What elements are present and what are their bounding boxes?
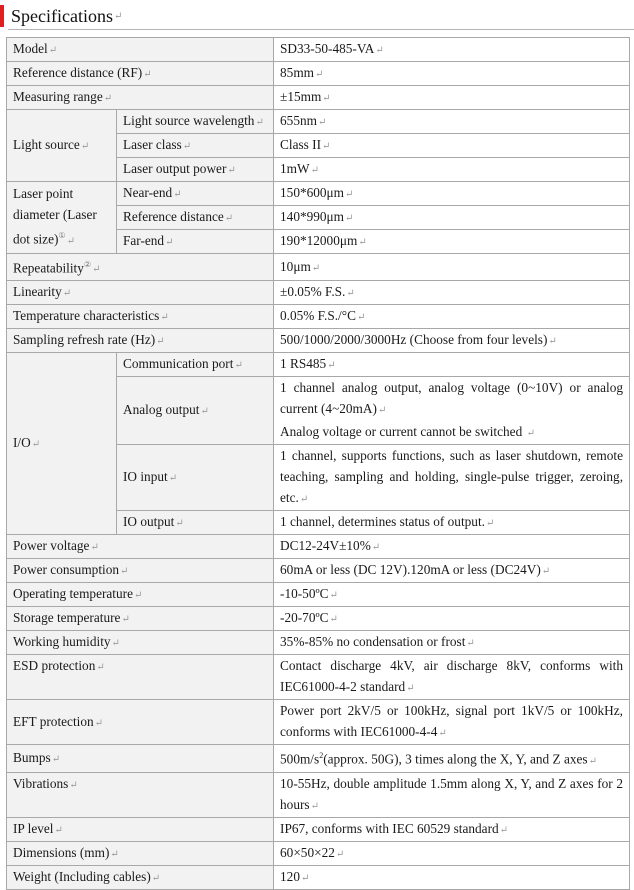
- label-cell: Weight (Including cables)↵: [7, 865, 274, 889]
- table-row: [7, 38, 630, 62]
- label-cell: Vibrations↵: [7, 772, 274, 817]
- table-row: [7, 655, 630, 700]
- table-row: [7, 62, 630, 86]
- label-cell: EFT protection↵: [7, 700, 274, 745]
- table-row: [7, 110, 630, 134]
- label-cell: Sampling refresh rate (Hz)↵: [7, 329, 274, 353]
- sublabel-cell: IO input↵: [117, 445, 274, 511]
- value-cell: 1 RS485↵: [274, 353, 630, 377]
- table-row: [7, 745, 630, 772]
- label-cell: Bumps↵: [7, 745, 274, 772]
- label-cell: Operating temperature↵: [7, 583, 274, 607]
- table-row: [7, 86, 630, 110]
- value-cell: 10μm↵: [274, 254, 630, 281]
- value-cell: Contact discharge 4kV, air discharge 8kV, conforms with IEC61000-4-2 standard↵: [274, 655, 630, 700]
- value-cell: IP67, conforms with IEC 60529 standard↵: [274, 817, 630, 841]
- table-row: [7, 817, 630, 841]
- value-cell: 60mA or less (DC 12V).120mA or less (DC24V)↵: [274, 559, 630, 583]
- section-heading: [0, 4, 122, 28]
- sublabel-cell: Near-end↵: [117, 182, 274, 206]
- label-cell: ESD protection↵: [7, 655, 274, 700]
- value-cell: -20-70ºC↵: [274, 607, 630, 631]
- label-cell: Linearity↵: [7, 281, 274, 305]
- sublabel-cell: IO output↵: [117, 511, 274, 535]
- table-row: [7, 329, 630, 353]
- specifications-table: [6, 37, 630, 890]
- value-cell: DC12-24V±10%↵: [274, 535, 630, 559]
- sublabel-cell: Light source wavelength↵: [117, 110, 274, 134]
- value-cell: $500m/s^2(approx$. 50G), 3 times along the X, Y, and Z axes↵: [274, 745, 630, 772]
- label-cell: Repeatability②↵: [7, 254, 274, 281]
- sublabel-cell: Reference distance↵: [117, 206, 274, 230]
- table-row: [7, 305, 630, 329]
- value-cell: 85mm↵: [274, 62, 630, 86]
- value-cell: 0.05% F.S./°C↵: [274, 305, 630, 329]
- value-cell: Power port 2kV/5 or 100kHz, signal port 1kV/5 or 100kHz, conforms with IEC61000-4-4↵: [274, 700, 630, 745]
- table-row: [7, 772, 630, 817]
- label-cell: IP level↵: [7, 817, 274, 841]
- value-cell: 60×50×22↵: [274, 841, 630, 865]
- sublabel-cell: Communication port↵: [117, 353, 274, 377]
- sublabel-cell: Analog output↵: [117, 377, 274, 445]
- value-cell: -10-50ºC↵: [274, 583, 630, 607]
- table-row: [7, 559, 630, 583]
- table-row: [7, 865, 630, 889]
- value-cell: Class II↵: [274, 134, 630, 158]
- table-row: [7, 182, 630, 206]
- value-cell: 190*12000μm↵: [274, 230, 630, 254]
- table-row: [7, 631, 630, 655]
- label-cell: Power consumption↵: [7, 559, 274, 583]
- value-cell: 1 channel, determines status of output.↵: [274, 511, 630, 535]
- value-cell: 655nm↵: [274, 110, 630, 134]
- sublabel-cell: Far-end↵: [117, 230, 274, 254]
- label-cell: Temperature characteristics↵: [7, 305, 274, 329]
- value-cell: SD33-50-485-VA↵: [274, 38, 630, 62]
- value-cell: ±15mm↵: [274, 86, 630, 110]
- value-cell: 1 channel, supports functions, such as laser shutdown, remote teaching, sampling and holding, single-pulse trigger, zeroing, etc.↵: [274, 445, 630, 511]
- label-cell: Working humidity↵: [7, 631, 274, 655]
- label-cell: Storage temperature↵: [7, 607, 274, 631]
- value-cell: 10-55Hz, double amplitude 1.5mm along X, Y, and Z axes for 2 hours↵: [274, 772, 630, 817]
- table-row: [7, 281, 630, 305]
- section-title: Specifications: [11, 5, 113, 26]
- group-label-cell: I/O↵: [7, 353, 117, 535]
- table-row: [7, 535, 630, 559]
- value-cell: 500/1000/2000/3000Hz (Choose from four levels)↵: [274, 329, 630, 353]
- paragraph-mark-icon: ↵: [113, 10, 123, 22]
- sublabel-cell: Laser output power↵: [117, 158, 274, 182]
- value-cell: ±0.05% F.S.↵: [274, 281, 630, 305]
- value-cell: 1mW↵: [274, 158, 630, 182]
- group-label-cell: Light source↵: [7, 110, 117, 182]
- value-cell: 35%-85% no condensation or frost↵: [274, 631, 630, 655]
- heading-rule: [8, 29, 634, 30]
- footnote-marker: ①: [58, 231, 66, 241]
- label-cell: Measuring range↵: [7, 86, 274, 110]
- table-row: [7, 700, 630, 745]
- table-row: [7, 583, 630, 607]
- table-row: [7, 353, 630, 377]
- value-cell: 1 channel analog output, analog voltage (0~10V) or analog current (4~20mA)↵ Analog voltage or current cannot be switched ↵: [274, 377, 630, 445]
- table-row: [7, 841, 630, 865]
- label-cell: Dimensions (mm)↵: [7, 841, 274, 865]
- label-cell: Reference distance (RF)↵: [7, 62, 274, 86]
- footnote-marker: ②: [83, 260, 92, 269]
- table-row: [7, 254, 630, 281]
- value-cell: 120↵: [274, 865, 630, 889]
- group-label-cell: Laser point diameter (Laser dot size)①↵: [7, 182, 117, 254]
- value-cell: 150*600μm↵: [274, 182, 630, 206]
- sublabel-cell: Laser class↵: [117, 134, 274, 158]
- value-cell: 140*990μm↵: [274, 206, 630, 230]
- label-cell: Power voltage↵: [7, 535, 274, 559]
- accent-bar: [0, 5, 4, 27]
- table-row: [7, 607, 630, 631]
- label-cell: Model↵: [7, 38, 274, 62]
